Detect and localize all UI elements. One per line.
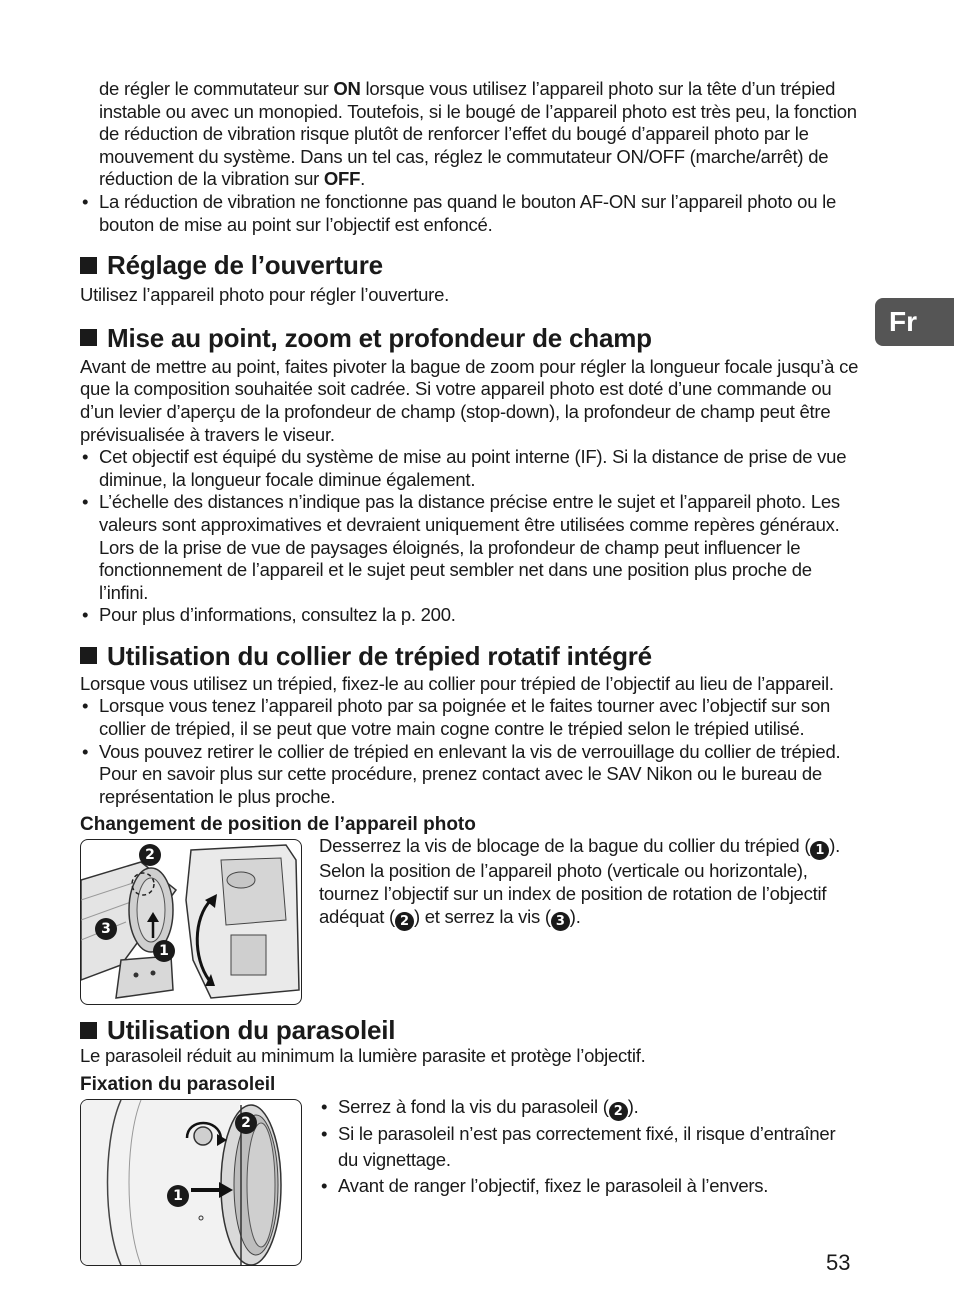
tripod-text: Lorsque vous utilisez un trépied, fixez-le au collier pour trépied de l’objectif au lieu de l’appareil. (80, 672, 834, 694)
step-2-icon: 2 (395, 912, 414, 931)
section-heading-focus (80, 323, 860, 353)
subheading-hood-attach: Fixation du parasoleil (80, 1074, 276, 1096)
lens-hood-drawing (81, 1100, 301, 1265)
square-bullet-icon (80, 329, 97, 346)
intro-bullets (80, 191, 860, 236)
list-item: • Lorsque vous tenez l’appareil photo par sa poignée et le faites tourner avec l’objectif sur son collier de trépied, il se peut que votre main cogne contre le trépied selon le trépied utilisé. (80, 695, 860, 740)
focus-bullets (80, 446, 860, 627)
on-label: ON (333, 78, 361, 99)
step-1-icon: 1 (810, 841, 829, 860)
lens-hood-illustration (80, 1099, 302, 1266)
heading-text: Mise au point, zoom et profondeur de champ (107, 322, 652, 353)
desc-text-c: ) et serrez la vis ( (413, 905, 551, 927)
off-label: OFF (323, 168, 361, 190)
step-1-marker: 1 (153, 940, 175, 962)
step-3-icon: 3 (551, 912, 570, 931)
desc-text-a: Desserrez la vis de blocage de la bague du collier du trépied ( (319, 835, 811, 857)
intro-paragraph (80, 78, 860, 191)
square-bullet-icon (80, 257, 97, 274)
list-item: • Vous pouvez retirer le collier de trépied en enlevant la vis de verrouillage du collier de trépied. Pour en savoir plus sur cette procédure, prenez contact avec le SAV Nikon ou le bureau de représentation le plus proche. (80, 741, 860, 809)
tripod-procedure-text (319, 835, 860, 930)
step-2-icon: 2 (609, 1102, 628, 1121)
heading-text: Utilisation du collier de trépied rotatif intégré (107, 640, 652, 671)
list-item: • La réduction de vibration ne fonctionne pas quand le bouton AF-ON sur l’appareil photo ou le bouton de mise au point sur l’objectif est enfoncé. (80, 191, 860, 236)
page-content (80, 78, 860, 1266)
heading-text: Utilisation du parasoleil (107, 1015, 396, 1046)
list-item: • Avant de ranger l’objectif, fixez le parasoleil à l’envers. (319, 1173, 860, 1199)
intro-text-a: de régler le commutateur sur (99, 78, 334, 99)
tripod-collar-illustration (80, 839, 302, 1005)
heading-text: Réglage de l’ouverture (107, 250, 383, 281)
aperture-text: Utilisez l’appareil photo pour régler l’ouverture. (80, 284, 449, 306)
desc-text-b: ). Selon la position de l’appareil photo (verticale ou horizontale), tournez l’objectif sur un index de position de rotation de l’objectif adéquat ( (319, 835, 841, 927)
section-heading-aperture (80, 250, 860, 280)
language-tab: Fr (875, 298, 954, 346)
step-2-marker: 2 (235, 1112, 257, 1134)
square-bullet-icon (80, 1022, 97, 1039)
hood-figure-row (80, 1096, 860, 1266)
tripod-figure-row (80, 835, 860, 1005)
square-bullet-icon (80, 647, 97, 664)
list-item: • Cet objectif est équipé du système de mise au point interne (IF). Si la distance de prise de vue diminue, la longueur focale diminue également. (80, 446, 860, 491)
tripod-bullets (80, 695, 860, 808)
section-heading-hood (80, 1015, 860, 1045)
intro-text-c: . (360, 168, 366, 190)
step-1-marker: 1 (167, 1185, 189, 1207)
list-item (319, 1094, 860, 1121)
list-item: • Si le parasoleil n’est pas correctement fixé, il risque d’entraîner du vignettage. (319, 1121, 860, 1173)
hood-bullets (319, 1094, 860, 1199)
page-number: 53 (826, 1250, 851, 1275)
section-heading-tripod (80, 641, 860, 671)
intro-text-b: lorsque vous utilisez l’appareil photo sur la tête d’un trépied instable ou avec un monopied. Toutefois, si le bougé de l’appareil photo est très peu, la fonction de réduction de vibration risque plutôt de renforcer l’effet du bougé d’appareil photo par le mouvement du système. Dans un tel cas, réglez le commutateur ON/OFF (marche/arrêt) de réduction de la vibration sur (99, 78, 857, 190)
step-2-marker: 2 (139, 844, 161, 866)
list-item: • Pour plus d’informations, consultez la p. 200. (80, 604, 860, 627)
hood-bullet1-text-b: ). (627, 1096, 639, 1118)
hood-bullet1-text-a: Serrez à fond la vis du parasoleil ( (338, 1096, 609, 1118)
step-3-marker: 3 (95, 918, 117, 940)
hood-text: Le parasoleil réduit au minimum la lumière parasite et protège l’objectif. (80, 1045, 646, 1067)
focus-text: Avant de mettre au point, faites pivoter la bague de zoom pour régler la longueur focale jusqu’à ce que la composition souhaitée soit cadrée. Si votre appareil photo est doté d’une commande ou d’un levier d’aperçu de la profondeur de champ (stop-down), la profondeur de champ peut être prévisualisée à travers le viseur. (80, 355, 859, 445)
list-item: • L’échelle des distances n’indique pas la distance précise entre le sujet et l’appareil photo. Les valeurs sont approximatives et devraient uniquement être utilisées comme repères généraux. Lors de la prise de vue de paysages éloignés, la profondeur de champ peut influencer le fonctionnement de l’appareil et le sujet peut sembler net dans une position plus proche de l’infini. (80, 491, 860, 604)
subheading-camera-position: Changement de position de l’appareil photo (80, 814, 476, 836)
desc-text-d: ). (569, 905, 581, 927)
